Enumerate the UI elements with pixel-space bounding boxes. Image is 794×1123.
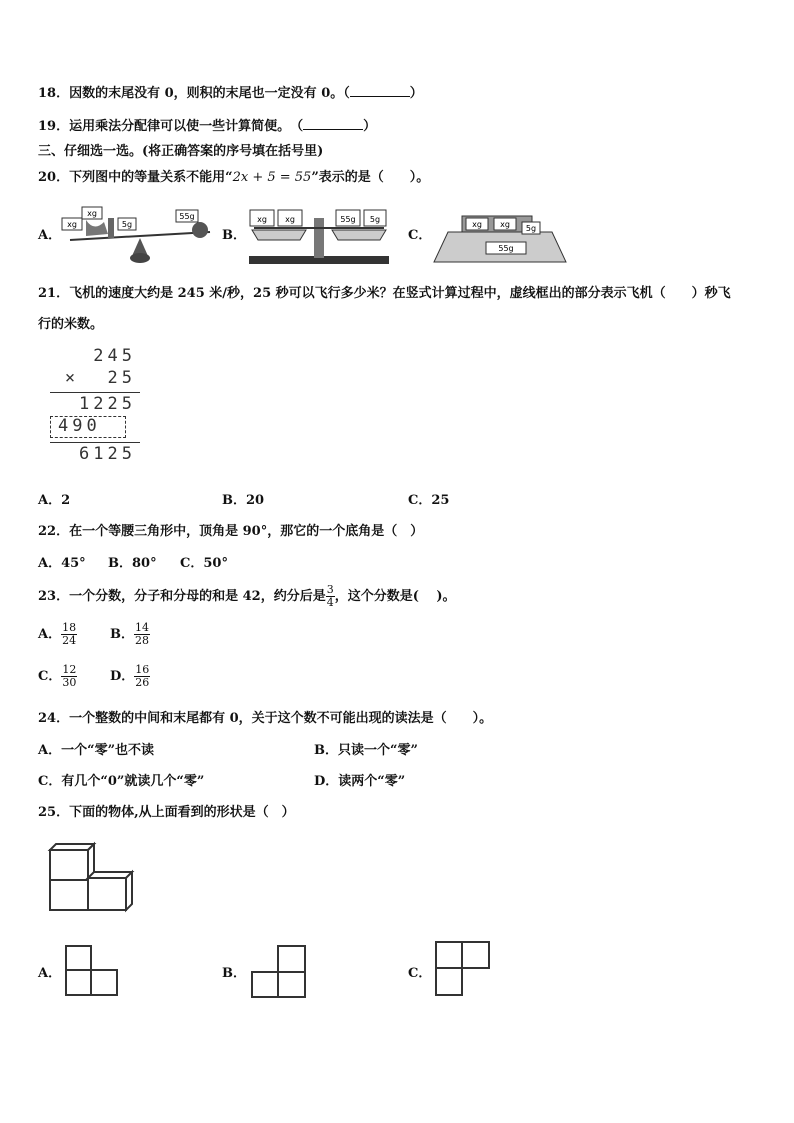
weight-label: xg [285,215,295,224]
q22-option-c[interactable]: C．50° [180,556,228,571]
q21-option-a[interactable]: A．2 [38,493,71,508]
answer-blank[interactable] [303,118,363,130]
fraction [326,584,335,609]
view-shape-a [64,944,120,998]
denominator: 28 [135,634,149,647]
divider-line [50,392,140,393]
equation: 2x + 5 = 55 [232,170,312,185]
q23-option-d[interactable] [110,664,150,689]
question-20 [38,166,429,185]
question-20-prefix: 20．下列图中的等量关系不能用“ [38,170,233,185]
vertical-calculation [48,346,148,466]
weight-label: xg [87,209,97,218]
question-21-line1: 21．飞机的速度大约是 245 米/秒，25 秒可以飞行多少米？在竖式计算过程中，虚线框出的部分表示飞机（ ）秒飞 [38,286,731,301]
close-paren: ） [409,86,423,101]
balance-scale-b [244,200,394,266]
fraction [134,622,150,647]
option-label: A． [38,627,62,642]
denominator: 26 [135,676,150,689]
q24-option-c[interactable]: C．有几个“0”就读几个“零” [38,774,205,789]
weight-label: 55g [179,212,195,221]
question-22: 22．在一个等腰三角形中，顶角是 90°，那它的一个底角是（ ） [38,524,424,539]
partial-product-2: 490 [58,416,101,436]
q20-option-c-label[interactable]: C． [408,228,432,243]
numerator: 3 [326,583,334,596]
q21-option-b[interactable]: B．20 [222,493,265,508]
weight-label: xg [257,215,267,224]
q21-option-c[interactable]: C．25 [408,493,450,508]
question-18 [38,82,423,101]
numerator: 18 [62,621,77,634]
platform-scale-c [432,200,568,266]
q24-option-a[interactable]: A．一个“零”也不读 [38,743,155,758]
weight-label: 5g [121,220,133,229]
option-label: B． [110,627,134,642]
multiplicand: 245 [93,346,136,366]
partial-product-1: 1225 [79,394,136,414]
question-21-line2: 行的米数。 [38,317,104,332]
question-19-text: 19．运用乘法分配律可以使一些计算简便。 （ [38,119,304,134]
question-23 [38,584,456,609]
weight-label: 5g [369,215,381,224]
option-label: C． [38,669,62,684]
question-19 [38,115,376,134]
balance-scale-a [60,204,220,266]
denominator: 24 [62,634,77,647]
question-18-text: 18．因数的末尾没有 0，则积的末尾也一定没有 0。（ [38,86,350,101]
weight-label: xg [500,220,510,229]
q23-option-b[interactable] [110,622,150,647]
section-heading: 三、仔细选一选。(将正确答案的序号填在括号里) [38,144,324,159]
fraction [134,664,150,689]
numerator: 14 [135,621,149,634]
cube-stack-figure [44,840,136,916]
view-shape-b [250,944,308,1000]
weight-label: xg [472,220,482,229]
close-paren: ） [363,119,377,134]
q25-option-c-label[interactable]: C． [408,966,432,981]
question-20-suffix: ”表示的是（ ）。 [311,170,430,185]
final-product: 6125 [79,444,136,464]
weight-label: 5g [525,224,537,233]
q25-option-a-label[interactable]: A． [38,966,62,981]
fraction [61,664,77,689]
divider-line [50,442,140,443]
numerator: 16 [135,663,150,676]
q22-option-a[interactable]: A．45° [38,556,86,571]
question-25: 25．下面的物体,从上面看到的形状是（ ） [38,805,295,820]
fraction [61,622,77,647]
multiplier: × 25 [64,368,136,388]
numerator: 12 [62,663,77,676]
weight-label: 55g [340,215,356,224]
denominator: 4 [326,596,334,609]
q24-option-d[interactable]: D．读两个“零” [314,774,406,789]
display-label: 55g [498,244,514,253]
q24-option-b[interactable]: B．只读一个“零” [314,743,418,758]
option-label: D． [110,669,135,684]
answer-blank[interactable] [350,85,410,97]
q20-option-b-label[interactable]: B． [222,228,246,243]
q25-option-b-label[interactable]: B． [222,966,246,981]
q20-option-a-label[interactable]: A． [38,228,62,243]
denominator: 30 [62,676,77,689]
question-24: 24．一个整数的中间和末尾都有 0，关于这个数不可能出现的读法是（ ）。 [38,711,493,726]
view-shape-c [434,940,492,998]
q23-option-c[interactable] [38,664,77,689]
question-23-suffix: ，这个分数是( )。 [334,589,456,604]
question-23-prefix: 23．一个分数，分子和分母的和是 42，约分后是 [38,589,326,604]
weight-label: xg [67,220,77,229]
q23-option-a[interactable] [38,622,77,647]
q22-option-b[interactable]: B．80° [108,556,157,571]
